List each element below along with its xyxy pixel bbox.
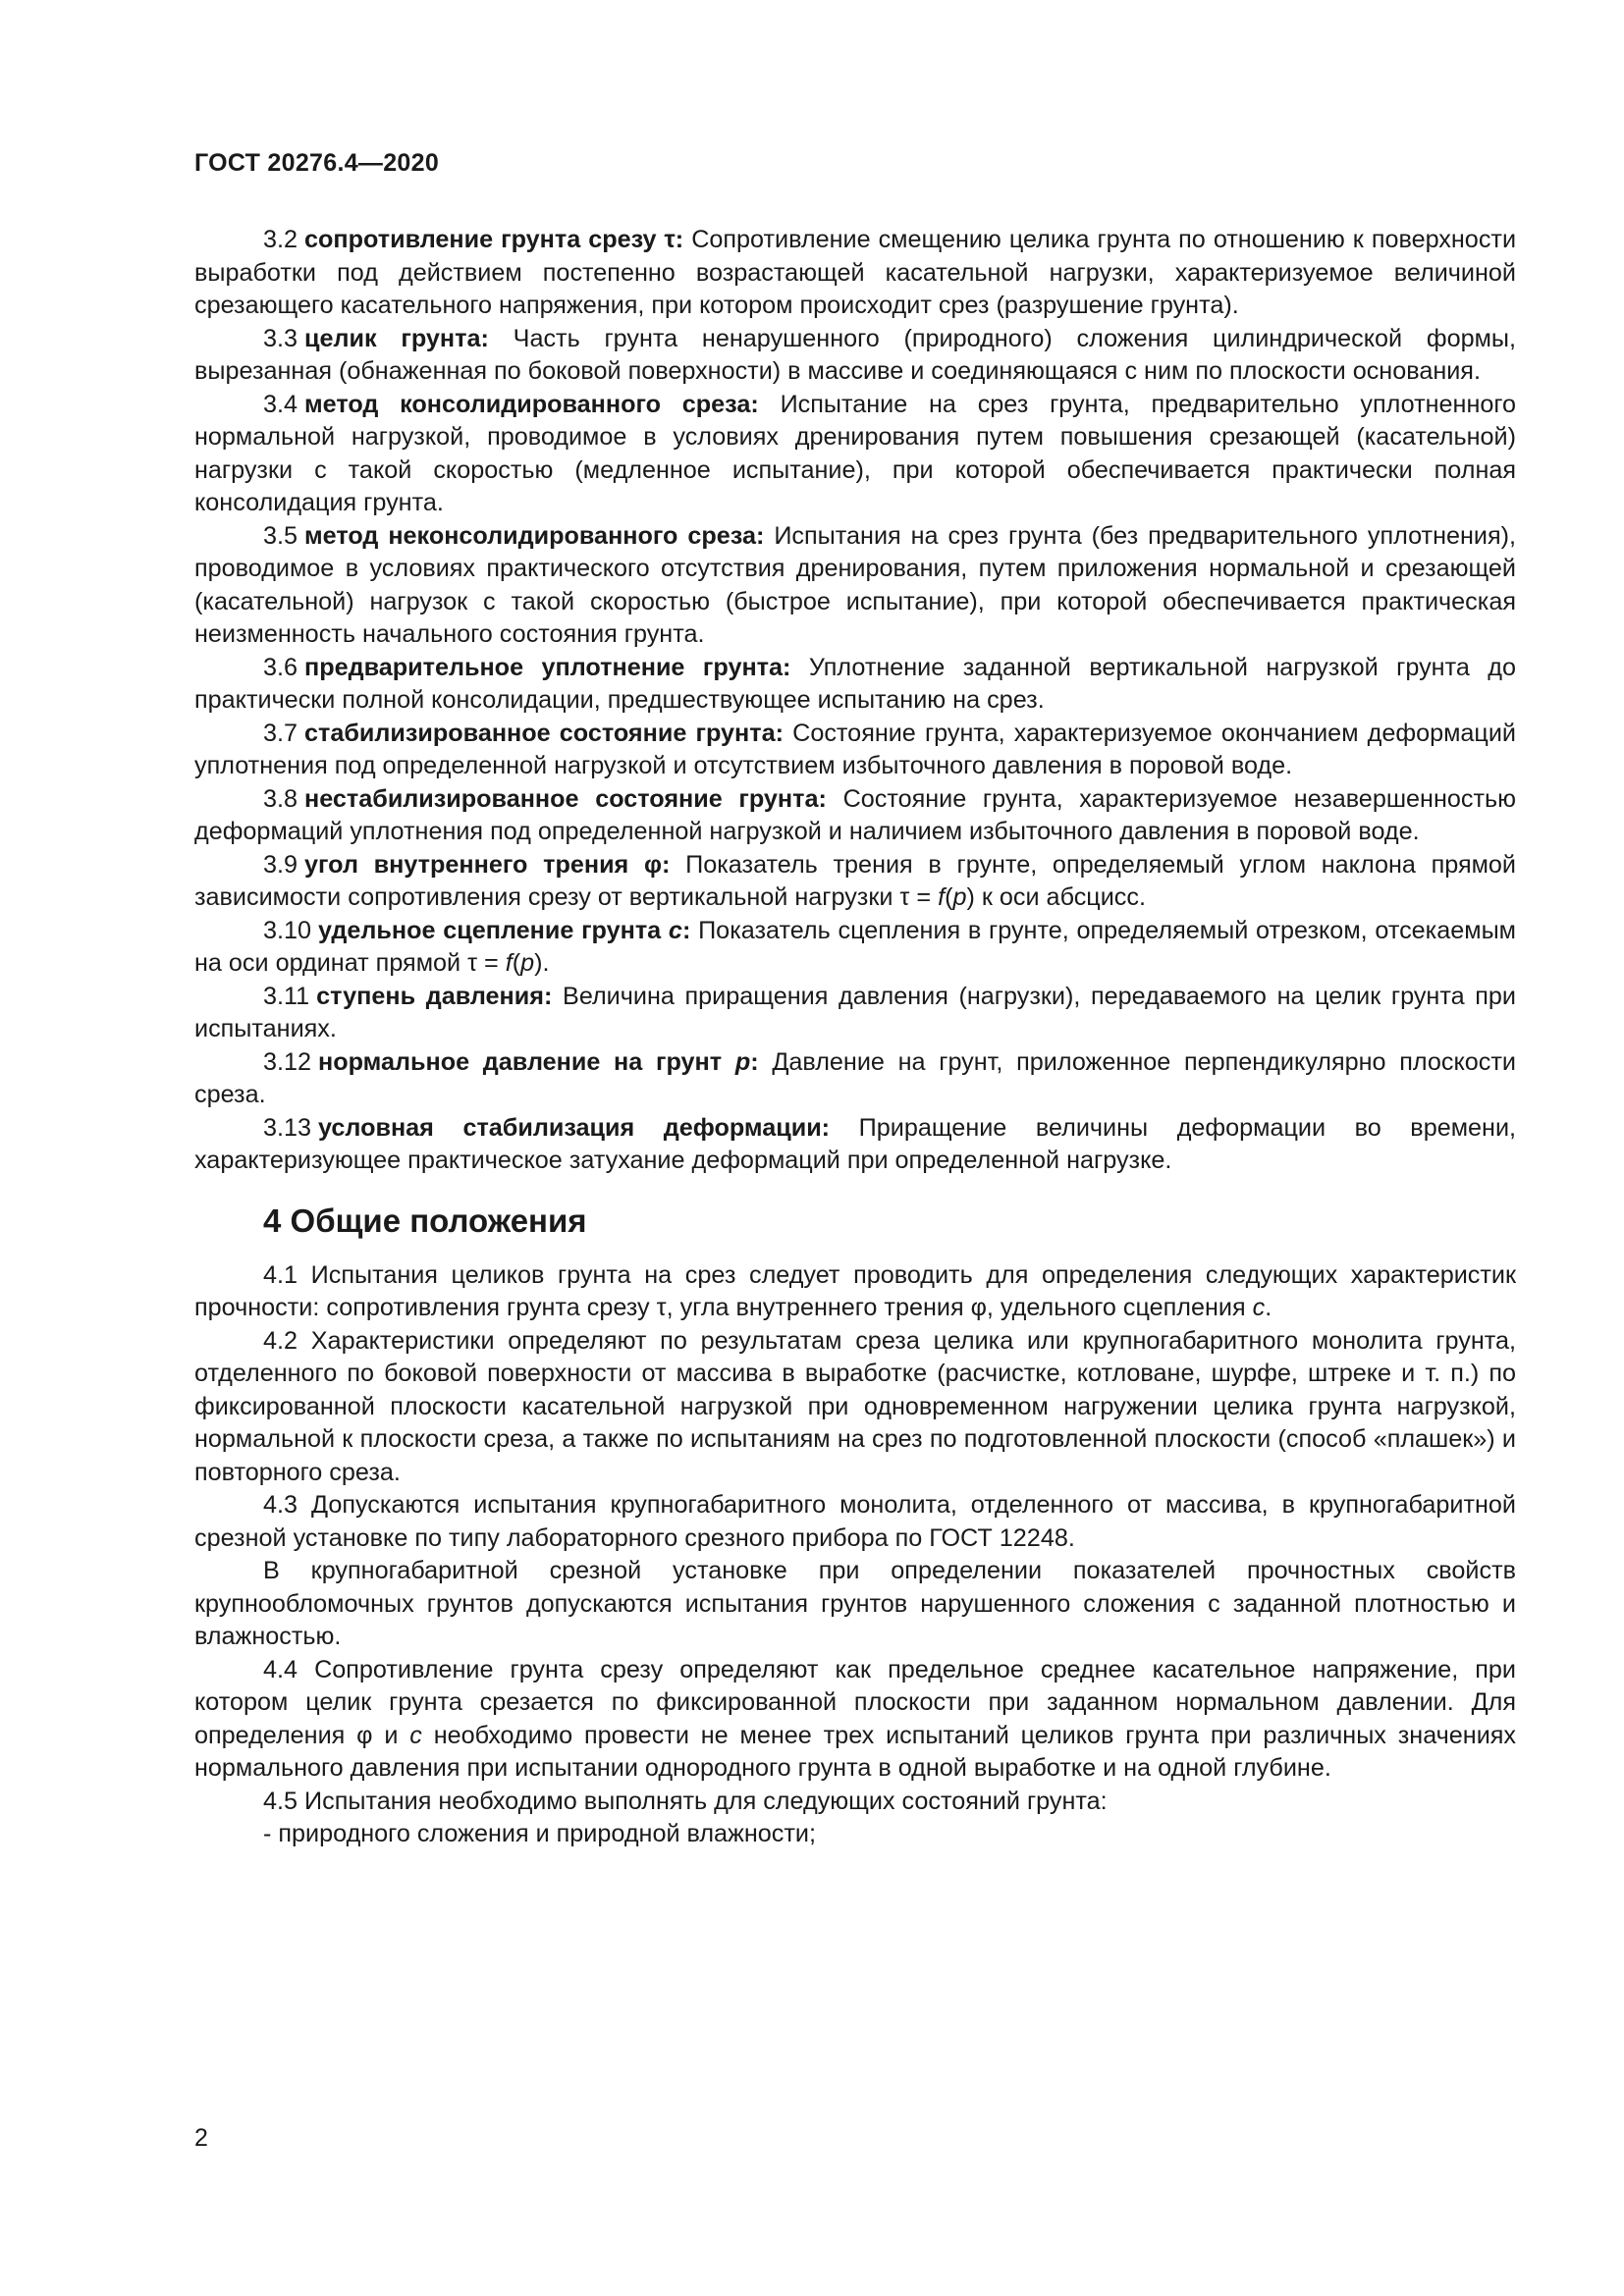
term: сопротивление грунта срезу τ:: [304, 226, 684, 253]
function-symbol: f: [938, 883, 946, 911]
clause-number: 3.9: [263, 850, 298, 879]
clause-number: 3.6: [263, 653, 298, 681]
definition-3-4: [194, 389, 1516, 520]
page-number: 2: [194, 2124, 208, 2152]
definition-text-end: ).: [534, 949, 550, 977]
definition-3-2: [194, 224, 1516, 323]
paragraph-end: .: [1265, 1294, 1272, 1321]
term: предварительное уплотнение грунта:: [304, 653, 791, 681]
definition-3-12: [194, 1046, 1516, 1112]
definition-3-3: [194, 323, 1516, 389]
term: стабилизированное состояние грунта:: [304, 719, 784, 747]
term-text: нормальное давление на грунт: [318, 1047, 735, 1076]
paragraph-text: 4.1 Испытания целиков грунта на срез следует проводить для определения следующих характеристик прочности: сопротивления грунта срезу τ, угла внутреннего трения φ, удельного сцепления: [194, 1260, 1516, 1321]
cohesion-symbol: c: [668, 916, 682, 944]
cohesion-symbol: c: [409, 1721, 422, 1749]
definition-3-9: [194, 849, 1516, 915]
document-body: [194, 224, 1516, 1851]
definition-3-6: [194, 652, 1516, 718]
definition-3-13: [194, 1112, 1516, 1178]
paren: (: [945, 883, 953, 911]
clause-number: 3.13: [263, 1113, 312, 1142]
clause-number: 3.11: [263, 982, 310, 1010]
paragraph-text: 4.4 Сопротивление грунта срезу определяют как предельное среднее касательное напряжение, при котором целик грунта срезается по фиксированной плоскости при заданном нормальном давлении. Для определения φ и: [194, 1655, 1516, 1749]
pressure-symbol: p: [520, 949, 535, 977]
definition-text: Показатель трения в грунте, определяемый углом наклона прямой зависимости сопротивления срезу от вертикальной нагрузки τ =: [194, 850, 1516, 911]
paren: (: [512, 949, 521, 977]
term-colon: :: [681, 916, 691, 944]
clause-number: 3.4: [263, 390, 298, 418]
section-4-heading: 4 Общие положения: [263, 1201, 587, 1239]
paragraph-4-2: 4.2 Характеристики определяют по результатам среза целика или крупногабаритного монолита грунта, отделенного по боковой поверхности от массива в выработке (расчистке, котловане, шурфе, штреке и т. п.) по фиксированной плоскости касательной нагрузкой при одновременном нагружении целика грунта нагрузкой, нормальной к плоскости среза, а также по испытаниям на срез по подготовленной плоскости (способ «плашек») и повторного среза.: [194, 1326, 1516, 1486]
clause-number: 3.10: [263, 916, 312, 944]
term: [318, 1048, 759, 1076]
term: целик грунта:: [304, 324, 489, 352]
paragraph-4-3: 4.3 Допускаются испытания крупногабаритного монолита, отделенного от массива, в крупногабаритной срезной установке по типу лабораторного срезного прибора по ГОСТ 12248.: [194, 1491, 1516, 1552]
list-item: - природного сложения и природной влажности;: [263, 1820, 816, 1847]
definition-text: Давление на грунт, приложенное перпендикулярно плоскости среза.: [194, 1047, 1517, 1108]
clause-number: 3.5: [263, 521, 298, 550]
term: угол внутреннего трения φ:: [304, 850, 671, 879]
term-colon: :: [750, 1047, 759, 1076]
term: [318, 917, 690, 944]
definition-text: Уплотнение заданной вертикальной нагрузкой грунта до практически полной консолидации, предшествующее испытанию на срез.: [194, 653, 1516, 714]
cohesion-symbol: c: [1252, 1294, 1266, 1321]
definition-text: Испытание на срез грунта, предварительно уплотненного нормальной нагрузкой, проводимое в условиях дренирования путем повышения срезающей (касательной) нагрузки с такой скоростью (медленное испытание), при которой обеспечивается практически полная консолидация грунта.: [194, 390, 1517, 516]
definition-3-7: [194, 718, 1516, 783]
definition-text: Приращение величины деформации во времени, характеризующее практическое затухание деформаций при определенной нагрузке.: [194, 1113, 1517, 1174]
term: условная стабилизация деформации:: [318, 1113, 831, 1142]
definition-text: Часть грунта ненарушенного (природного) сложения цилиндрической формы, вырезанная (обнаженная по боковой поверхности) в массиве и соединяющаяся с ним по плоскости основания.: [194, 324, 1517, 385]
pressure-symbol: p: [952, 883, 967, 911]
definition-3-11: [194, 981, 1516, 1046]
definition-text: Состояние грунта, характеризуемое незавершенностью деформаций уплотнения под определенной нагрузкой и наличием избыточного давления в поровой воде.: [194, 784, 1517, 845]
definition-text-end: ) к оси абсцисс.: [966, 883, 1146, 911]
definition-text: Состояние грунта, характеризуемое окончанием деформаций уплотнения под определенной нагрузкой и отсутствием избыточного давления в поровой воде.: [194, 719, 1516, 779]
definition-3-5: [194, 520, 1516, 652]
definition-text: Показатель сцепления в грунте, определяемый отрезком, отсекаемым на оси ординат прямой τ =: [194, 916, 1517, 977]
definition-text: Величина приращения давления (нагрузки), передаваемого на целик грунта при испытаниях.: [194, 982, 1516, 1042]
term-text: удельное сцепление грунта: [318, 916, 669, 944]
clause-number: 3.12: [263, 1047, 312, 1076]
term: метод консолидированного среза:: [304, 390, 759, 418]
definition-3-10: [194, 915, 1516, 981]
term: нестабилизированное состояние грунта:: [304, 784, 827, 813]
definition-3-8: [194, 783, 1516, 849]
paragraph-4-3-continued: В крупногабаритной срезной установке при определении показателей прочностных свойств крупнообломочных грунтов допускаются испытания грунтов нарушенного сложения с заданной плотностью и влажностью.: [194, 1557, 1516, 1650]
paragraph-4-5: 4.5 Испытания необходимо выполнять для следующих состояний грунта:: [263, 1787, 1108, 1815]
definition-text: Испытания на срез грунта (без предварительного уплотнения), проводимое в условиях практического отсутствия дренирования, путем приложения нормальной и срезающей (касательной) нагрузок с такой скоростью (быстрое испытание), при которой обеспечивается практическая неизменность начального состояния грунта.: [194, 521, 1516, 648]
pressure-symbol: p: [734, 1047, 751, 1076]
paragraph-4-1: [194, 1259, 1516, 1325]
clause-number: 3.2: [263, 226, 298, 253]
document-header: ГОСТ 20276.4—2020: [194, 149, 440, 177]
term: метод неконсолидированного среза:: [304, 521, 765, 550]
term: ступень давления:: [316, 982, 553, 1010]
function-symbol: f: [505, 949, 513, 977]
definition-text: Сопротивление смещению целика грунта по отношению к поверхности выработки под действием постепенно возрастающей касательной нагрузки, характеризуемое величиной срезающего касательного напряжения, при котором происходит срез (разрушение грунта).: [194, 226, 1517, 319]
clause-number: 3.3: [263, 324, 298, 352]
paragraph-text-end: необходимо провести не менее трех испытаний целиков грунта при различных значениях нормального давления при испытании однородного грунта в одной выработке и на одной глубине.: [194, 1721, 1517, 1782]
paragraph-4-4: [194, 1654, 1516, 1786]
clause-number: 3.7: [263, 719, 298, 747]
clause-number: 3.8: [263, 784, 298, 813]
